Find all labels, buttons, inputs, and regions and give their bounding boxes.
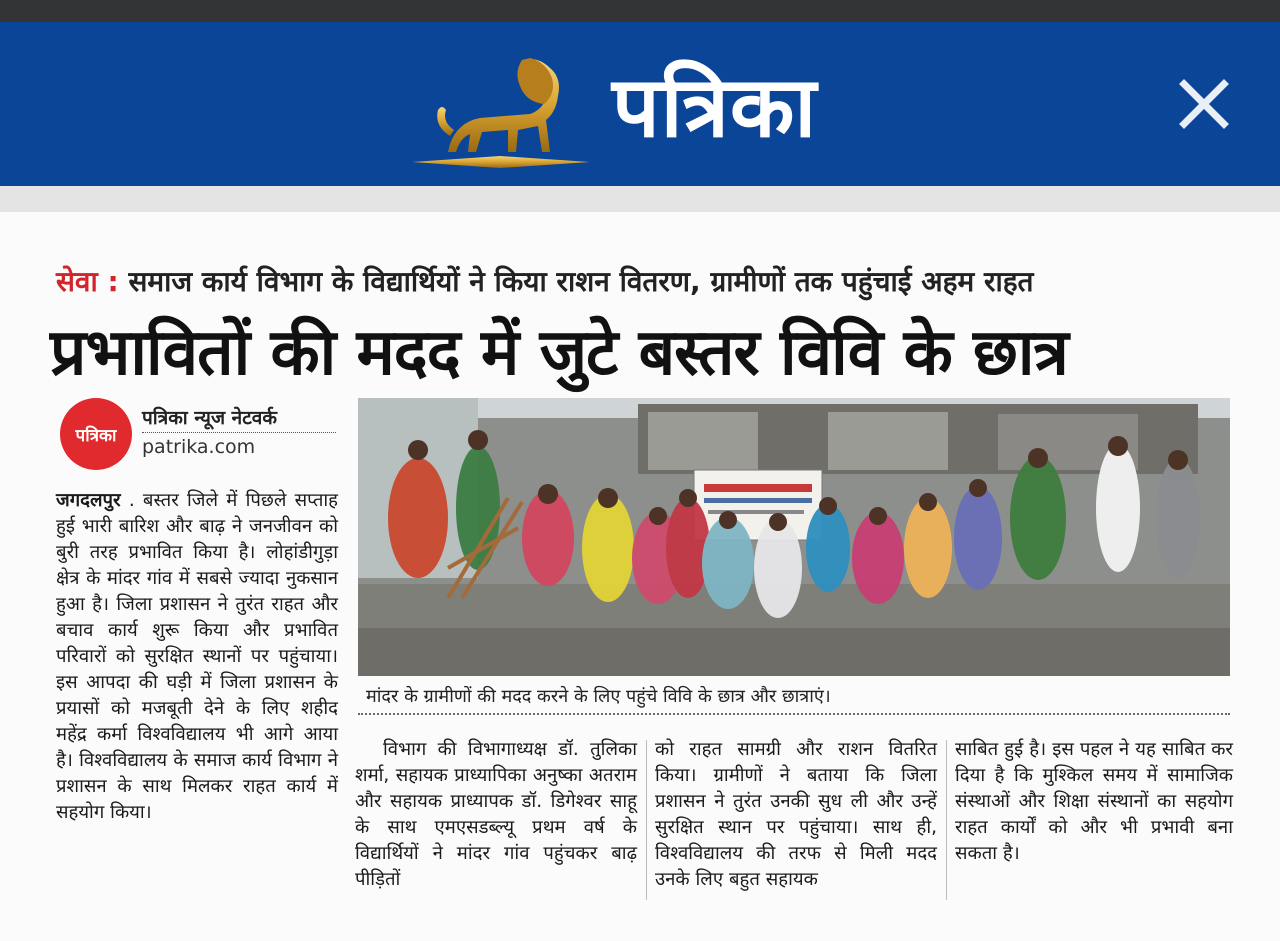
article-column-1 [56,488,338,826]
publisher-badge: पत्रिका [60,398,132,470]
column-rule [946,740,947,900]
article-column-4: साबित हुई है। इस पहल ने यह साबित कर दिया है कि मुश्किल समय में सामाजिक संस्थाओं और शिक्षा संस्थानों का सहयोग राहत कार्यों को और भी प्रभावी बना सकता है। [955,739,1233,864]
caption-divider [358,713,1230,715]
news-photo [358,398,1230,676]
article-headline: प्रभावितों की मदद में जुटे बस्तर विवि के छात्र [50,316,1068,390]
lion-logo-icon [410,52,592,174]
article-column-2: विभाग की विभागाध्यक्ष डॉ. तुलिका शर्मा, सहायक प्राध्यापिका अनुष्का अतराम और सहायक प्राध्यापक डॉ. डिगेश्वर साहू के साथ एमएसडब्ल्यू प्रथम वर्ष के विद्यार्थियों ने मांदर गांव पहुंचकर बाढ़ पीड़ितों [355,739,637,890]
article-kicker [56,262,1034,300]
kicker-text: समाज कार्य विभाग के विद्यार्थियों ने किया राशन वितरण, ग्रामीणों तक पहुंचाई अहम राहत [118,265,1034,298]
byline-network: पत्रिका न्यूज नेटवर्क [142,407,277,429]
brand-logo-text: पत्रिका [612,58,818,156]
header-divider [0,186,1280,212]
status-bar [0,0,1280,22]
app-header [0,22,1280,186]
byline-divider [142,432,336,433]
close-icon[interactable] [1174,74,1234,134]
column-rule [646,740,647,900]
article-column-3: को राहत सामग्री और राशन वितरित किया। ग्रामीणों ने बताया कि जिला प्रशासन ने तुरंत उनकी सुध ली और उन्हें सुरक्षित स्थान पर पहुंचाया। साथ ही, विश्वविद्यालय की तरफ से मिली मदद उनके लिए बहुत सहायक [655,739,937,890]
kicker-tag: सेवा : [56,265,119,298]
dateline-place: जगदलपुर [56,490,121,511]
byline-site: patrika.com [142,436,256,458]
photo-caption: मांदर के ग्रामीणों की मदद करने के लिए पहुंचे विवि के छात्र और छात्राएं। [366,686,831,707]
column-1-text: . बस्तर जिले में पिछले सप्ताह हुई भारी बारिश और बाढ़ ने जनजीवन को बुरी तरह प्रभावित किया है। लोहांडीगुड़ा क्षेत्र के मांदर गांव में सबसे ज्यादा नुकसान हुआ है। जिला प्रशासन ने तुरंत राहत और बचाव कार्य शुरू किया और प्रभावित परिवारों को सुरक्षित स्थानों पर पहुंचाया। इस आपदा की घड़ी में जिला प्रशासन के प्रयासों को मजबूती देने के लिए शहीद महेंद्र कर्मा विश्वविद्यालय भी आगे आया है। विश्वविद्यालय के समाज कार्य विभाग ने प्रशासन के साथ मिलकर राहत कार्य में सहयोग किया। [56,490,338,823]
